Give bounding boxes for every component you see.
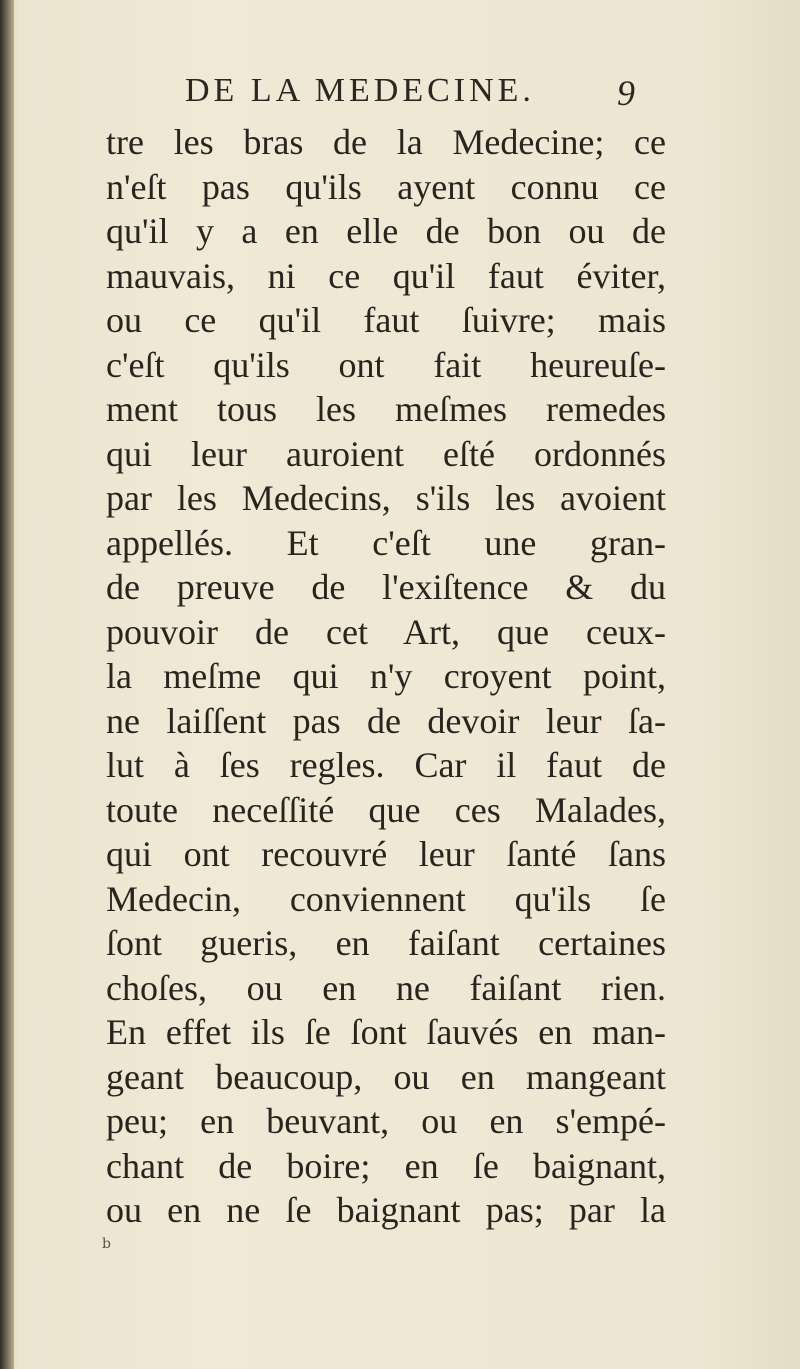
text-line: ou en ne ſe baignant pas; par la	[106, 1190, 666, 1230]
page-number: 9	[617, 73, 635, 113]
body-text	[106, 120, 666, 1233]
text-line: la meſme qui n'y croyent point,	[106, 656, 666, 696]
text-line: chant de boire; en ſe baignant,	[106, 1145, 666, 1186]
text-line: toute neceſſité que ces Malades,	[106, 789, 666, 830]
text-line: mauvais, ni ce qu'il faut éviter,	[106, 255, 666, 296]
text-line: ou ce qu'il faut ſuivre; mais	[106, 300, 666, 340]
text-line: geant beaucoup, ou en mangeant	[106, 1056, 666, 1097]
text-line: En effet ils ſe ſont ſauvés en man-	[106, 1012, 666, 1052]
text-line: par les Medecins, s'ils les avoient	[106, 478, 666, 518]
text-line: n'eſt pas qu'ils ayent connu ce	[106, 166, 666, 207]
text-line: ne laiſſent pas de devoir leur ſa-	[106, 700, 666, 741]
text-line: Medecin, conviennent qu'ils ſe	[106, 878, 666, 919]
running-title: DE LA MEDECINE.	[185, 72, 535, 109]
text-line: pouvoir de cet Art, que ceux-	[106, 611, 666, 652]
text-line: qui leur auroient eſté ordonnés	[106, 433, 666, 474]
text-line: de preuve de l'exiſtence & du	[106, 567, 666, 607]
text-line: appellés. Et c'eſt une gran-	[106, 522, 666, 563]
text-line: peu; en beuvant, ou en s'empé-	[106, 1101, 666, 1141]
text-line: c'eſt qu'ils ont fait heureuſe-	[106, 344, 666, 385]
text-line: ment tous les meſmes remedes	[106, 389, 666, 429]
text-line: qu'il y a en elle de bon ou de	[106, 211, 666, 251]
text-line: choſes, ou en ne faiſant rien.	[106, 967, 666, 1008]
text-line: tre les bras de la Medecine; ce	[106, 122, 666, 162]
book-spine-shadow	[0, 0, 14, 1369]
signature-mark: b	[102, 1236, 111, 1252]
text-line: ſont gueris, en faiſant certaines	[106, 923, 666, 963]
text-line: lut à ſes regles. Car il faut de	[106, 745, 666, 785]
text-line: qui ont recouvré leur ſanté ſans	[106, 834, 666, 874]
